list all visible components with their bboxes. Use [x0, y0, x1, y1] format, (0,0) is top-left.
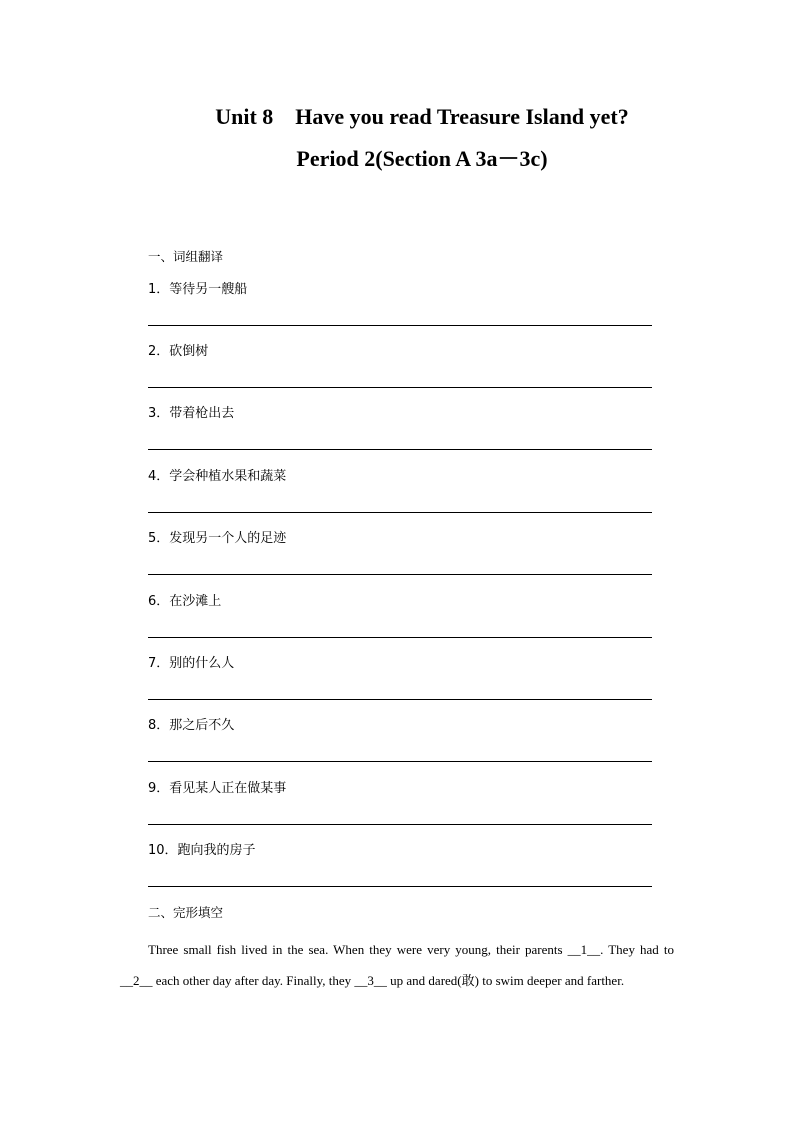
answer-line[interactable] [148, 824, 652, 825]
item-label [148, 717, 234, 734]
list-item [148, 468, 652, 514]
item-number: 4． [148, 469, 170, 484]
list-item [148, 530, 652, 576]
item-text: 跑向我的房子 [177, 843, 256, 858]
answer-line[interactable] [148, 761, 652, 762]
answer-line[interactable] [148, 637, 652, 638]
item-number: 2． [148, 344, 170, 359]
item-number: 6． [148, 594, 170, 609]
section-heading-cloze: 二、完形填空 [148, 905, 224, 920]
passage-text: . They had to [600, 942, 674, 957]
answer-line[interactable] [148, 699, 652, 700]
list-item [148, 717, 652, 763]
item-label [148, 530, 286, 547]
item-label [148, 780, 286, 797]
list-item [148, 655, 652, 701]
item-text: 在沙滩上 [169, 594, 222, 609]
answer-line[interactable] [148, 449, 652, 450]
list-item [148, 405, 652, 451]
item-text: 那之后不久 [169, 718, 235, 733]
item-label [148, 593, 221, 610]
item-label [148, 343, 208, 360]
item-text: 学会种植水果和蔬菜 [169, 469, 287, 484]
item-number: 7． [148, 656, 170, 671]
section-heading-translation: 一、词组翻译 [148, 249, 224, 264]
list-item [148, 281, 652, 327]
item-number: 8． [148, 718, 170, 733]
answer-line[interactable] [148, 325, 652, 326]
item-number: 3． [148, 406, 170, 421]
item-text: 别的什么人 [169, 656, 235, 671]
answer-line[interactable] [148, 512, 652, 513]
answer-line[interactable] [148, 886, 652, 887]
item-text: 砍倒树 [169, 344, 209, 359]
page-subtitle: Period 2(Section A 3a－3c) [296, 146, 548, 171]
item-text: 等待另一艘船 [169, 282, 248, 297]
list-item [148, 780, 652, 826]
list-item [148, 593, 652, 639]
item-label [148, 468, 286, 485]
item-label [148, 655, 234, 672]
list-item [148, 343, 652, 389]
cloze-blank-1[interactable]: __1__ [567, 942, 601, 957]
item-text: 发现另一个人的足迹 [169, 531, 287, 546]
passage-text: each other day after day. Finally, they [152, 973, 355, 988]
answer-line[interactable] [148, 574, 652, 575]
list-item [148, 842, 652, 888]
cloze-passage [120, 934, 674, 996]
item-number: 1． [148, 282, 170, 297]
cloze-blank-2[interactable]: __2__ [120, 973, 153, 988]
item-number: 10． [148, 843, 178, 858]
item-text: 带着枪出去 [169, 406, 235, 421]
passage-text: up and dared(敢) to swim deeper and farther. [386, 973, 625, 988]
passage-text: Three small fish lived in the sea. When they were very young, their parents [148, 942, 568, 957]
item-label [148, 281, 247, 298]
cloze-blank-3[interactable]: __3__ [354, 973, 387, 988]
item-label [148, 842, 256, 859]
page-title: Unit 8 Have you read Treasure Island yet? [215, 104, 629, 129]
item-number: 9． [148, 781, 170, 796]
item-text: 看见某人正在做某事 [169, 781, 287, 796]
answer-line[interactable] [148, 387, 652, 388]
item-number: 5． [148, 531, 170, 546]
item-label [148, 405, 234, 422]
